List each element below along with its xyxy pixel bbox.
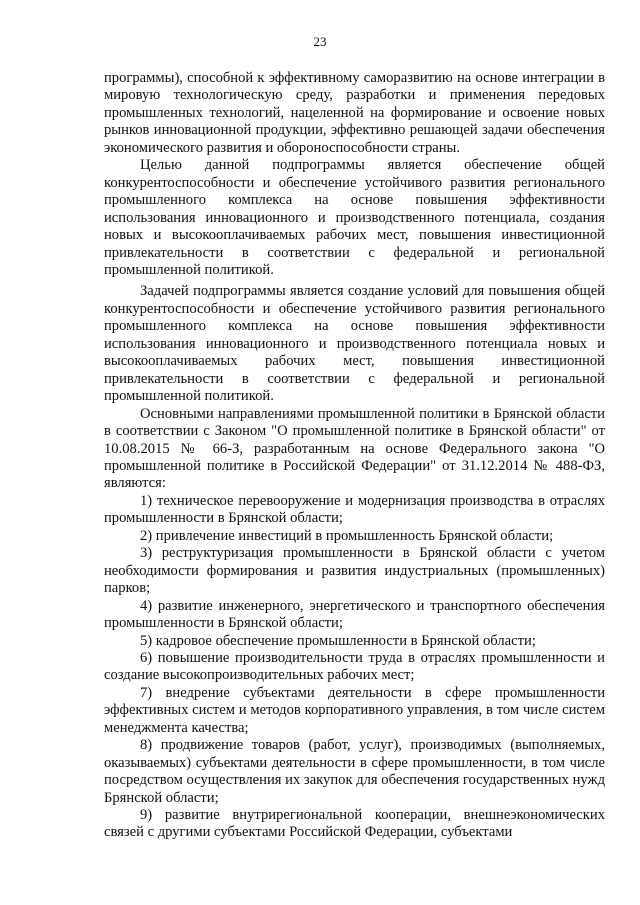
paragraph-subprogram-task: Задачей подпрограммы является создание условий для повышения общей конкурентоспособности и обеспечение устойчивого развития регионального промышленного комплекса на основе повышения эффективности использования инновационного и производственного потенциала новых и высокооплачиваемых рабочих мест, повышения инвестиционной привлекательности в соответствии с федеральной и региональной промышленной политикой. xyxy=(104,283,605,405)
paragraph-intro-continuation: программы), способной к эффективному саморазвитию на основе интеграции в мировую технологическую среду, разработки и применения передовых промышленных технологий, нацеленной на формирование и освоение новых рынков инновационной продукции, эффективно решающей задачи обеспечения экономического развития и обороноспособности страны. xyxy=(104,70,605,156)
page-number: 23 xyxy=(313,34,327,49)
list-item-1: 1) техническое перевооружение и модернизация производства в отраслях промышленности в Брянской области; xyxy=(104,492,605,527)
list-item-6: 6) повышение производительности труда в отраслях промышленности и создание высокопроизводительных рабочих мест; xyxy=(104,649,605,684)
list-item-8: 8) продвижение товаров (работ, услуг), производимых (выполняемых, оказываемых) субъектами деятельности в сфере промышленности, в том числе посредством осуществления их закупок для обеспечения государственных нужд Брянской области; xyxy=(104,737,605,806)
list-item-7: 7) внедрение субъектами деятельности в сфере промышленности эффективных систем и методов корпоративного управления, в том числе систем менеджмента качества; xyxy=(104,684,605,736)
list-item-3: 3) реструктуризация промышленности в Брянской области с учетом необходимости формирования и развития индустриальных (промышленных) парков; xyxy=(104,545,605,597)
paragraph-subprogram-goal: Целью данной подпрограммы является обеспечение общей конкурентоспособности и обеспечение устойчивого развития регионального промышленного комплекса на основе повышения эффективности использования инновационного и производственного потенциала, создания новых и высокооплачиваемых рабочих мест, повышения инвестиционной привлекательности в соответствии с федеральной и региональной промышленной политикой. xyxy=(104,157,605,278)
list-item-9: 9) развитие внутрирегиональной кооперации, внешнеэкономических связей с другими субъектами Российской Федерации, субъектами xyxy=(104,807,605,841)
document-body xyxy=(104,70,605,842)
list-item-5: 5) кадровое обеспечение промышленности в Брянской области; xyxy=(140,632,536,649)
list-item-2: 2) привлечение инвестиций в промышленность Брянской области; xyxy=(140,527,554,544)
list-item-4: 4) развитие инженерного, энергетического и транспортного обеспечения промышленности в Брянской области; xyxy=(104,597,605,632)
paragraph-policy-directions: Основными направлениями промышленной политики в Брянской области в соответствии с Законом "О промышленной политике в Брянской области" от 10.08.2015 № 66-З, разработанным на основе Федерального закона "О промышленной политике в Российской Федерации" от 31.12.2014 № 488-ФЗ, являются: xyxy=(104,405,605,492)
